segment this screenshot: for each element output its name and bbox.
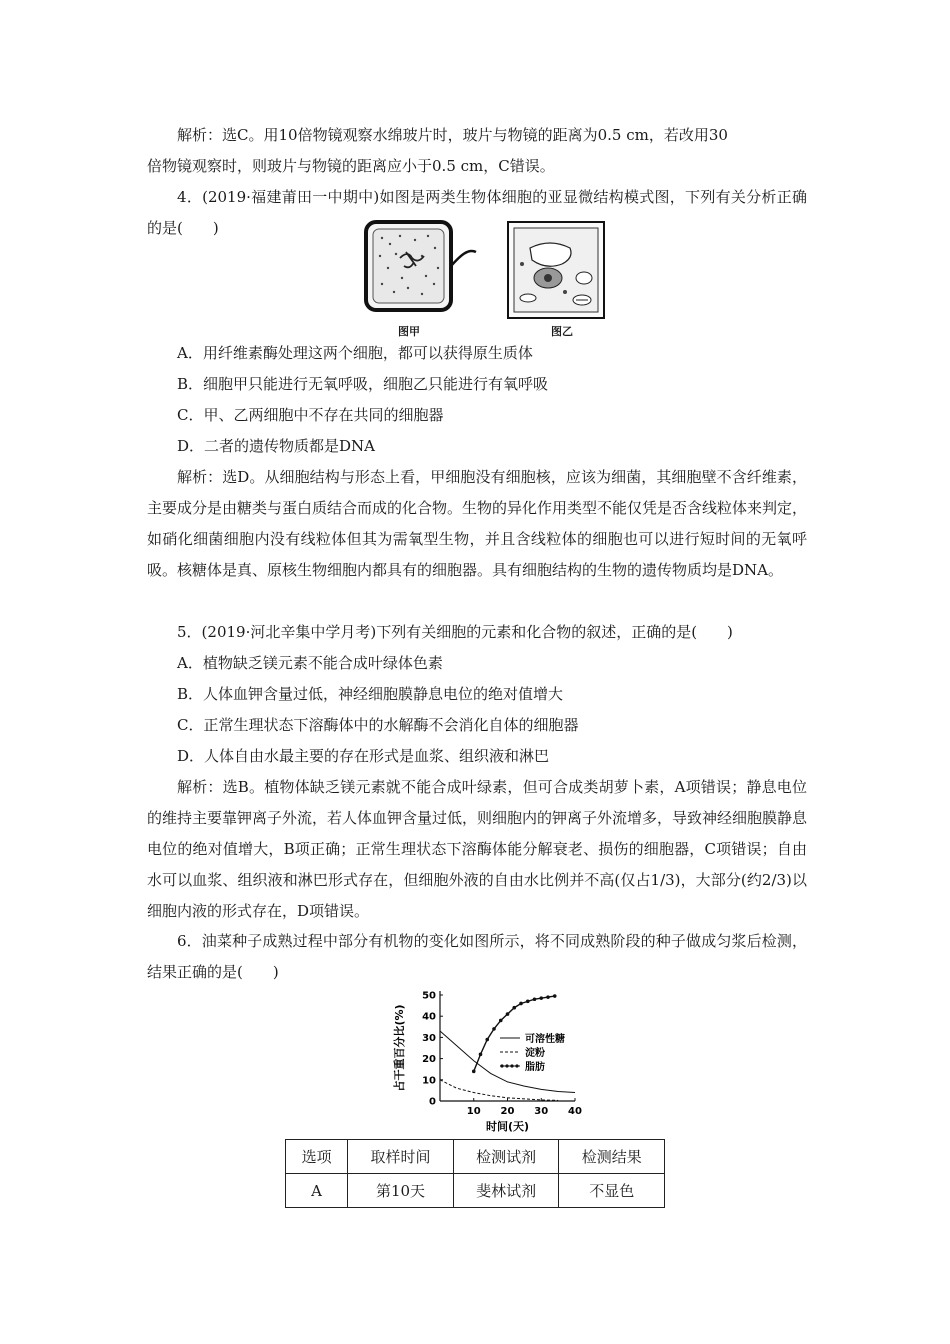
- table-header-cell: 检测结果: [559, 1140, 665, 1174]
- plant-cell-diagram: [508, 222, 604, 318]
- q4-option-d: D．二者的遗传物质都是DNA: [177, 437, 376, 455]
- x-tick-label: 10: [466, 1106, 481, 1117]
- series-point: [506, 1012, 510, 1016]
- bacterial-cell-diagram: [366, 222, 476, 310]
- series-point: [546, 995, 550, 999]
- series-point: [539, 996, 543, 1000]
- q3-analysis-line-2: 倍物镜观察时，则玻片与物镜的距离应小于0.5 cm，C错误。: [147, 157, 555, 175]
- series-point: [519, 1002, 523, 1006]
- series-line: [440, 1080, 558, 1101]
- series-point: [553, 994, 557, 998]
- legend-label: 脂肪: [525, 1062, 545, 1073]
- q3-analysis-line-1: 解析：选C。用10倍物镜观察水绵玻片时，玻片与物镜的距离为0.5 cm，若改用30: [177, 126, 728, 144]
- series-point: [512, 1006, 516, 1010]
- cell-structure-figure: [360, 218, 610, 326]
- chart-legend: [500, 1032, 565, 1073]
- table-cell: 第10天: [348, 1174, 454, 1208]
- q6-stem: 6．油菜种子成熟过程中部分有机物的变化如图所示，将不同成熟阶段的种子做成匀浆后检测，结果正确的是( ): [147, 932, 807, 981]
- table-cell: 不显色: [559, 1174, 665, 1208]
- series-point: [479, 1053, 483, 1057]
- series-point: [492, 1027, 496, 1031]
- results-table: [285, 1139, 665, 1208]
- q4-analysis: 解析：选D。从细胞结构与形态上看，甲细胞没有细胞核，应该为细菌，其细胞壁不含纤维素，主要成分是由糖类与蛋白质结合而成的化合物。生物的异化作用类型不能仅凭是否含线粒体来判定，如硝化细菌细胞内没有线粒体但其为需氧型生物，并且含线粒体的细胞也可以进行短时间的无氧呼吸。核糖体是真、原核生物细胞内都具有的细胞器。具有细胞结构的生物的遗传物质均是DNA。: [147, 468, 808, 579]
- legend-marker: [515, 1064, 518, 1067]
- series-point: [526, 1000, 530, 1004]
- q4-option-a: A．用纤维素酶处理这两个细胞，都可以获得原生质体: [177, 344, 533, 362]
- table-header-cell: 检测试剂: [453, 1140, 559, 1174]
- series-point: [485, 1038, 489, 1042]
- series-point: [472, 1070, 476, 1074]
- q4-option-b: B．细胞甲只能进行无氧呼吸，细胞乙只能进行有氧呼吸: [177, 375, 549, 393]
- q4-stem: 4．(2019·福建莆田一中期中)如图是两类生物体细胞的亚显微结构模式图，下列有关分析正确的是( ): [147, 188, 807, 237]
- chart-axes: [392, 991, 582, 1134]
- q4-option-c: C．甲、乙两细胞中不存在共同的细胞器: [177, 406, 444, 424]
- table-row: [286, 1174, 665, 1208]
- series-point: [499, 1019, 503, 1023]
- legend-label: 淀粉: [525, 1048, 545, 1059]
- q5-analysis: 解析：选B。植物体缺乏镁元素就不能合成叶绿素，但可合成类胡萝卜素，A项错误；静息电位的维持主要靠钾离子外流，若人体血钾含量过低，则细胞内的钾离子外流增多，导致神经细胞膜静息电位的绝对值增大，B项正确；正常生理状态下溶酶体能分解衰老、损伤的细胞器，C项错误；自由水可以血浆、组织液和淋巴形式存在，但细胞外液的自由水比例并不高(仅占1/3)，大部分(约2/3)以细胞内液的形式存在，D项错误。: [147, 778, 808, 920]
- x-tick-label: 30: [534, 1106, 549, 1117]
- q5-option-a: A．植物缺乏镁元素不能合成叶绿体色素: [177, 654, 443, 672]
- legend-marker: [505, 1064, 508, 1067]
- q5-option-c: C．正常生理状态下溶酶体中的水解酶不会消化自体的细胞器: [177, 716, 579, 734]
- figure-a-caption: 图甲: [398, 325, 420, 338]
- y-axis-label: 占干重百分比(%): [393, 1004, 406, 1092]
- q5-option-d: D．人体自由水最主要的存在形式是血浆、组织液和淋巴: [177, 747, 550, 765]
- y-tick-label: 20: [422, 1054, 436, 1066]
- table-cell: 斐林试剂: [453, 1174, 559, 1208]
- y-tick-label: 10: [422, 1075, 436, 1087]
- y-tick-label: 30: [422, 1032, 436, 1044]
- figure-b-caption: 图乙: [551, 325, 573, 338]
- x-tick-label: 20: [500, 1106, 515, 1117]
- y-tick-label: 50: [422, 990, 436, 1002]
- legend-label: 可溶性糖: [525, 1034, 565, 1045]
- x-tick-label: 40: [568, 1106, 582, 1117]
- organic-matter-chart: [385, 983, 605, 1135]
- series-point: [533, 997, 537, 1001]
- y-tick-label: 40: [422, 1011, 436, 1023]
- chart-series: [440, 994, 575, 1100]
- y-tick-label: 0: [429, 1096, 436, 1108]
- q5-stem: 5．(2019·河北辛集中学月考)下列有关细胞的元素和化合物的叙述，正确的是( ): [177, 623, 733, 641]
- legend-marker: [510, 1064, 513, 1067]
- q5-option-b: B．人体血钾含量过低，神经细胞膜静息电位的绝对值增大: [177, 685, 564, 703]
- table-header-cell: 选项: [286, 1140, 348, 1174]
- x-axis-label: 时间(天): [485, 1120, 530, 1133]
- table-cell: A: [286, 1174, 348, 1208]
- legend-marker: [500, 1064, 503, 1067]
- table-header-cell: 取样时间: [348, 1140, 454, 1174]
- table-header-row: [286, 1140, 665, 1174]
